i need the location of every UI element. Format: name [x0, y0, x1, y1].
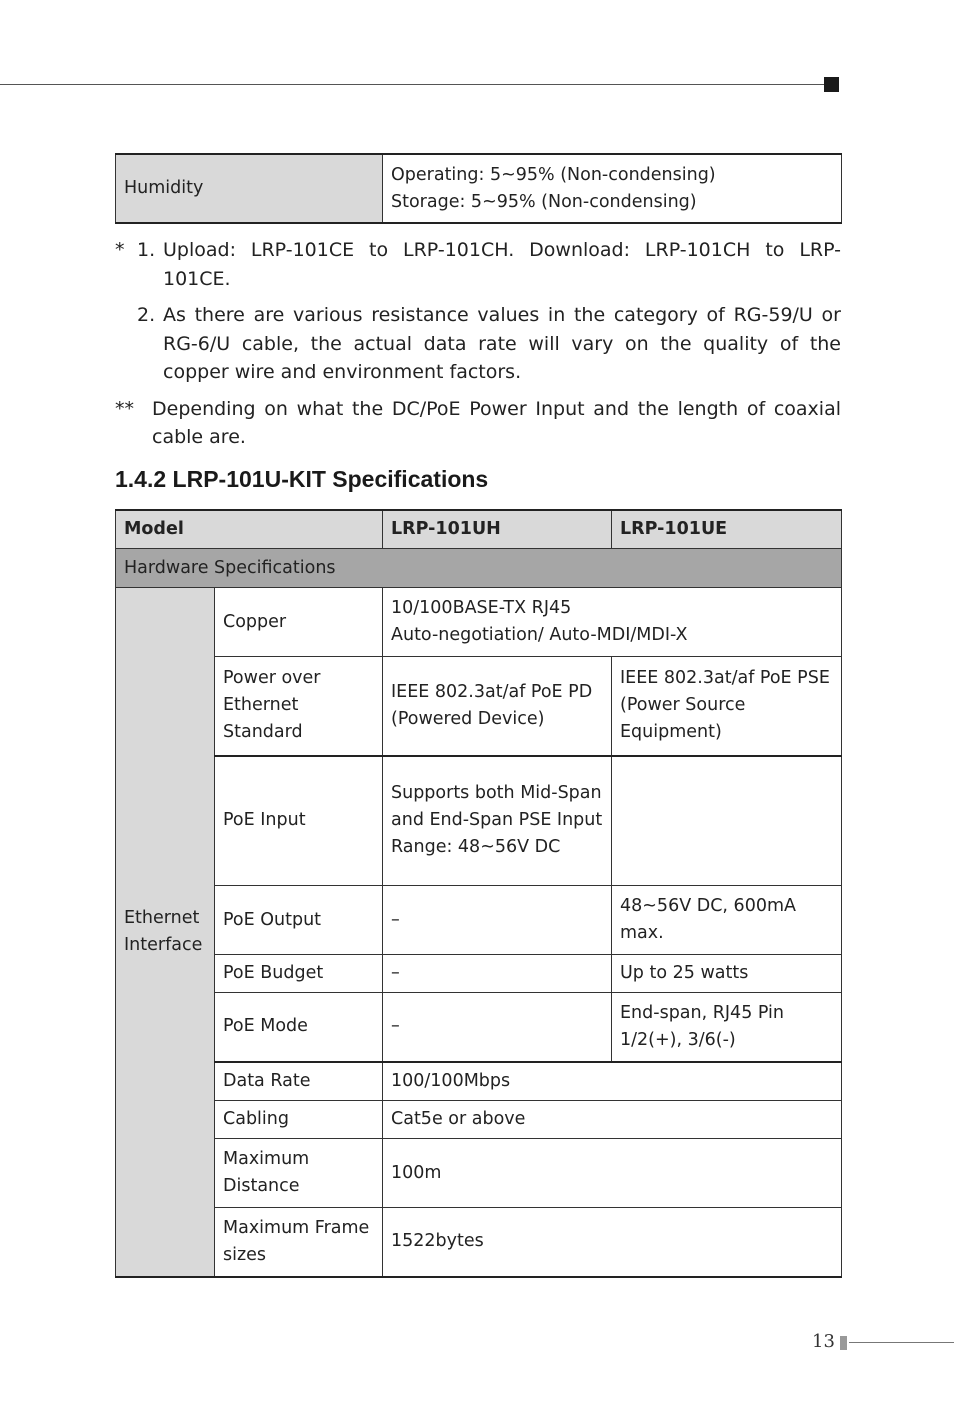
poe-standard-uh: IEEE 802.3at/af PoE PD (Powered Device) [383, 657, 612, 756]
humidity-label: Humidity [116, 154, 383, 223]
poe-input-uh: Supports both Mid-Span and End-Span PSE Input Range: 48~56V DC [383, 756, 612, 886]
poe-standard-ue: IEEE 802.3at/af PoE PSE (Power Source Equipment) [612, 657, 842, 756]
footnote-2-text: As there are various resistance values in the category of RG-59/U or RG-6/U cable, the actual data rate will vary on the quality of the copper wire and environment factors. [163, 304, 841, 383]
hardware-specs-heading: Hardware Specifications [116, 549, 842, 588]
max-distance-value: 100m [383, 1139, 842, 1208]
row-poe-standard [116, 657, 842, 756]
humidity-table [115, 153, 842, 224]
poe-mode-ue: End-span, RJ45 Pin 1/2(+), 3/6(-) [612, 993, 842, 1062]
row-max-frame [116, 1208, 842, 1277]
poe-budget-label: PoE Budget [215, 955, 383, 993]
humidity-values [383, 154, 842, 223]
row-cabling [116, 1101, 842, 1139]
data-rate-label: Data Rate [215, 1062, 383, 1101]
poe-output-label: PoE Output [215, 886, 383, 955]
copper-value-line2: Auto-negotiation/ Auto-MDI/MDI-X [391, 625, 688, 645]
footnote-1-text: Upload: LRP-101CE to LRP-101CH. Download: LRP-101CH to LRP-101CE. [163, 239, 841, 290]
section-title: 1.4.2 LRP-101U-KIT Specifications [115, 466, 489, 492]
poe-input-ue [612, 756, 842, 886]
humidity-operating: Operating: 5~95% (Non-condensing) [391, 164, 716, 185]
page-number: 13 [812, 1331, 835, 1352]
spec-header-row [116, 510, 842, 549]
poe-output-ue: 48~56V DC, 600mA max. [612, 886, 842, 955]
max-frame-label: Maximum Frame sizes [215, 1208, 383, 1277]
copper-value [383, 588, 842, 657]
poe-input-label: PoE Input [215, 756, 383, 886]
row-copper [116, 588, 842, 657]
cabling-label: Cabling [215, 1101, 383, 1139]
header-model: Model [116, 510, 383, 549]
footnote-3-text: Depending on what the DC/PoE Power Input and the length of coaxial cable are. [152, 397, 841, 448]
poe-output-uh: – [383, 886, 612, 955]
footnotes [115, 236, 841, 452]
poe-budget-ue: Up to 25 watts [612, 955, 842, 993]
footnote-2-number: 2. [137, 304, 156, 326]
humidity-row [116, 154, 842, 223]
row-poe-budget [116, 955, 842, 993]
footnote-2 [115, 301, 841, 387]
footnote-1-number: 1. [137, 239, 156, 261]
humidity-storage: Storage: 5~95% (Non-condensing) [391, 191, 697, 212]
row-max-distance [116, 1139, 842, 1208]
header-lrp-101ue: LRP-101UE [612, 510, 842, 549]
poe-mode-uh: – [383, 993, 612, 1062]
header-rule [0, 84, 826, 85]
row-data-rate [116, 1062, 842, 1101]
ethernet-interface-label: Ethernet Interface [116, 588, 215, 1277]
footnote-3 [115, 395, 841, 452]
poe-standard-label: Power over Ethernet Standard [215, 657, 383, 756]
footer-mark [840, 1336, 847, 1350]
copper-value-line1: 10/100BASE-TX RJ45 [391, 598, 572, 618]
row-poe-mode [116, 993, 842, 1062]
footer-rule [849, 1342, 954, 1343]
row-poe-output [116, 886, 842, 955]
data-rate-value: 100/100Mbps [383, 1062, 842, 1101]
header-lrp-101uh: LRP-101UH [383, 510, 612, 549]
footnote-double-asterisk: ** [115, 397, 134, 420]
copper-label: Copper [215, 588, 383, 657]
hardware-specs-row [116, 549, 842, 588]
spec-table [115, 509, 842, 1278]
footnote-1 [115, 236, 841, 293]
footnote-asterisk: * [115, 239, 125, 261]
max-frame-value: 1522bytes [383, 1208, 842, 1277]
header-square-mark [824, 77, 839, 92]
row-poe-input [116, 756, 842, 886]
poe-mode-label: PoE Mode [215, 993, 383, 1062]
poe-budget-uh: – [383, 955, 612, 993]
cabling-value: Cat5e or above [383, 1101, 842, 1139]
max-distance-label: Maximum Distance [215, 1139, 383, 1208]
